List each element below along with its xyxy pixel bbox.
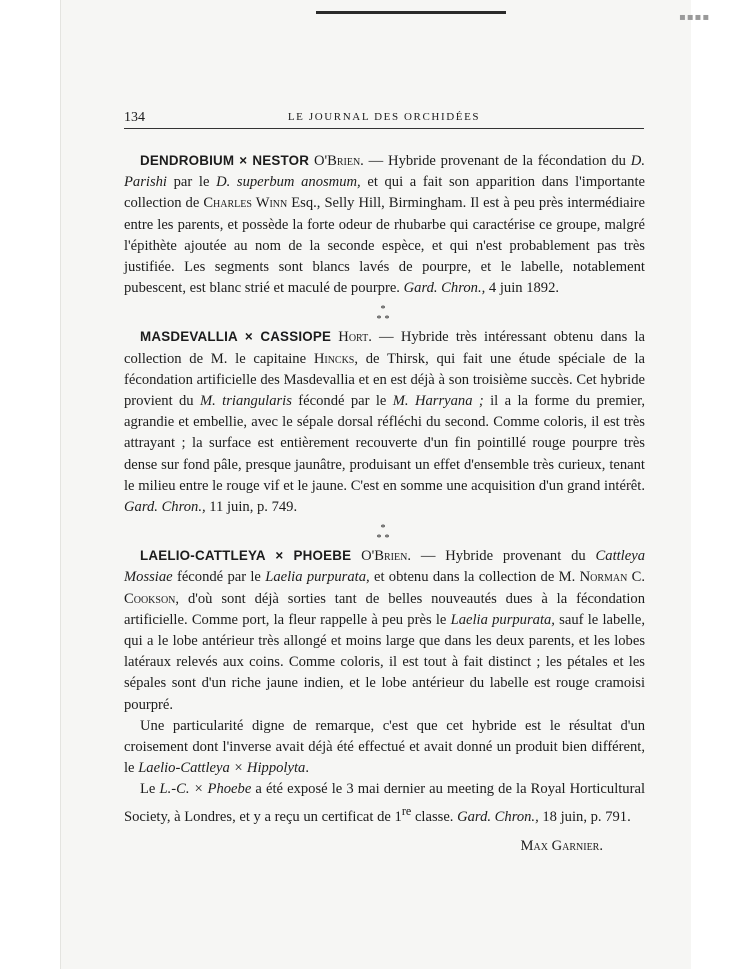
section-divider: * ** xyxy=(376,523,393,545)
edge-marks: ▪▪▪▪ xyxy=(679,12,711,23)
source-citation: Gard. Chron., xyxy=(403,280,486,297)
hybrid-name: MASDEVALLIA × CASSIOPE xyxy=(140,329,332,345)
source-citation: Gard. Chron., xyxy=(124,499,206,516)
header-rule xyxy=(124,128,644,129)
author-signature: Max Garnier. xyxy=(520,837,603,854)
hybrid-author: O'Brien. xyxy=(361,548,411,565)
hybrid-name: LAELIO-CATTLEYA × PHOEBE xyxy=(140,548,352,564)
hybrid-author: Hort. xyxy=(338,329,372,346)
page-number: 134 xyxy=(124,110,145,125)
hybrid-name: DENDROBIUM × NESTOR xyxy=(140,153,310,168)
entry-laelio-cattleya-phoebe: LAELIO-CATTLEYA × PHOEBE O'Brien. — Hybride provenant du Cattleya Mossiae fécondé par le Laelia purpurata, et obtenu dans la collection de M. Norman C. Cookson, d'où sont déjà sorties tant de belles nouveautés dues à la fécondation artificielle. Comme port, la fleur rappelle à peu près le Laelia purpurata, sauf le labelle, qui a le lobe antérieur très allongé et moins large que dans les deux parents, et les lobes latéraux relevés aux coins. Comme coloris, il est tout à fait distinct ; les pétales et les sépales sont d'un riche jaune indien, et le lobe antérieur du labelle est rouge cramoisi pourpré. xyxy=(124,548,646,713)
source-citation: Gard. Chron., xyxy=(457,808,539,825)
section-divider: * ** xyxy=(376,304,393,326)
entry-dendrobium-nestor: DENDROBIUM × NESTOR O'Brien. — Hybride provenant de la fécondation du D. Parishi par le D. superbum anosmum, et qui a fait son apparition dans l'importante collection de Charles Winn Esq., Selly Hill, Birmingham. Il est à peu près intermédiaire entre les parents, et possède la forte odeur de rhubarbe qui caractérise ce groupe, malgré l'épithète ajoutée au nom de la seconde espèce, et qui n'est probablement pas très justifiée. Les segments sont blancs lavés de pourpre, et le labelle, notablement pubescent, est blanc strié et maculé de pourpre. Gard. Chron., 4 juin 1892. xyxy=(124,153,646,297)
entry-masdevallia-cassiope: MASDEVALLIA × CASSIOPE Hort. — Hybride très intéressant obtenu dans la collection de M. le capitaine Hincks, de Thirsk, qui fait une étude spéciale de la fécondation artificielle des Masdevallia et en est déjà à son troisième succès. Cet hybride provient du M. triangularis fécondé par le M. Harryana ; il a la forme du premier, agrandie et embellie, avec le sépale dorsal réfléchi du second. Comme coloris, il est très attrayant ; la surface est entièrement recouverte d'un fin pointillé rouge pourpre très dense sur fond pâle, presque jaunâtre, produisant un effet d'ensemble très curieux, tenant le milieu entre le rouge vif et le jaune. C'est en somme une acquisition d'un grand intérêt. Gard. Chron., 11 juin, p. 749. xyxy=(124,329,645,516)
article-body xyxy=(124,150,645,857)
page-header xyxy=(124,108,644,128)
collector-name: Norman C. Cookson xyxy=(124,569,646,607)
top-edge-rule xyxy=(316,11,506,14)
hybrid-author: O'Brien. xyxy=(313,153,364,169)
running-title: LE JOURNAL DES ORCHIDÉES xyxy=(287,111,481,123)
paragraph-particularity: Une particularité digne de remarque, c'est que cet hybride est le résultat d'un croisement dont l'inverse avait déjà été effectué et avait donné un produit bien différent, le Laelio-Cattleya × Hippolyta. xyxy=(124,717,645,777)
collector-name: Hincks xyxy=(313,350,355,367)
collector-name: Charles Winn xyxy=(203,195,288,212)
paragraph-exhibition: Le L.-C. × Phoebe a été exposé le 3 mai dernier au meeting de la Royal Horticultural Society, à Londres, et y a reçu un certificat de 1re classe. Gard. Chron., 18 juin, p. 791. xyxy=(124,781,645,825)
